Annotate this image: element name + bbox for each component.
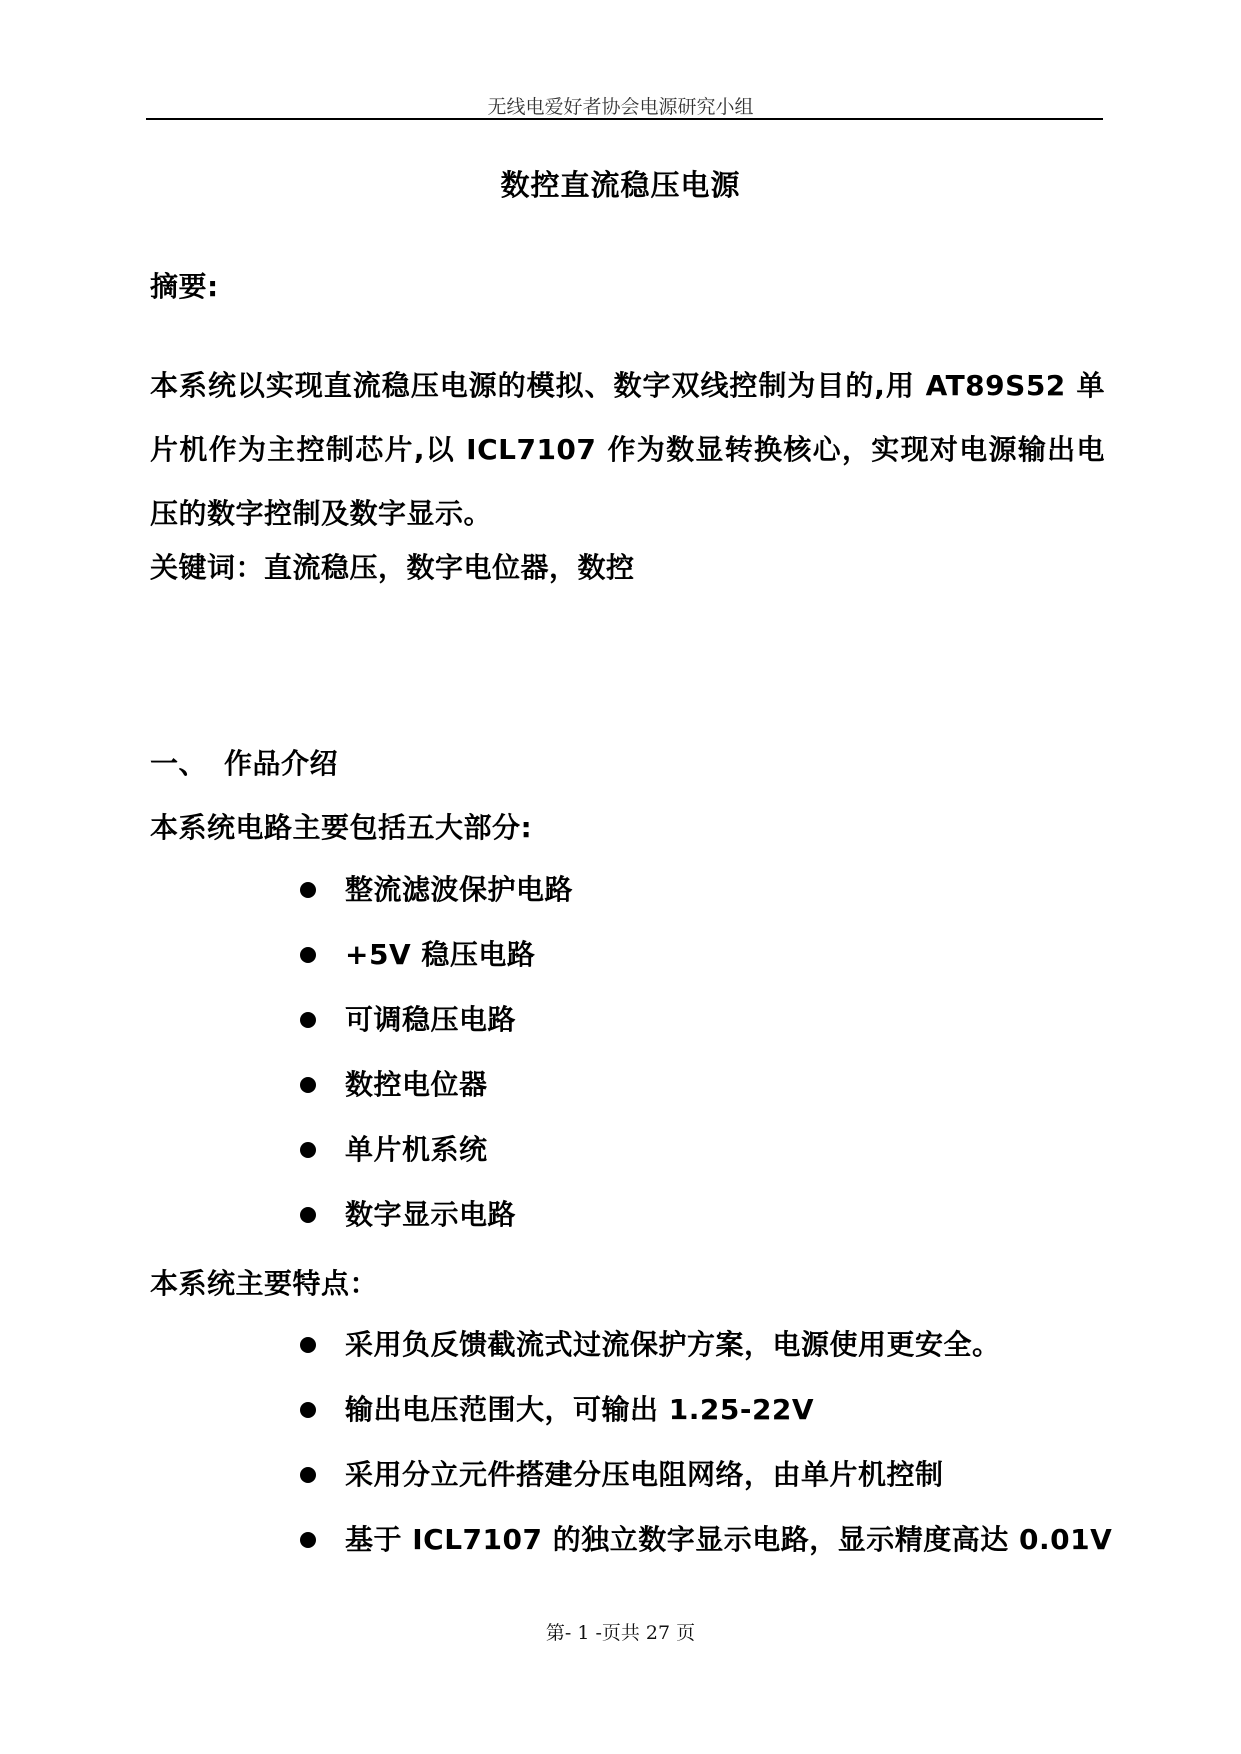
section-title: 作品介绍 (224, 747, 339, 780)
list-item-text: 可调稳压电路 (345, 1003, 517, 1036)
list-item-text: 输出电压范围大，可输出 1.25-22V (345, 1393, 815, 1426)
parts-list (300, 857, 573, 1247)
list-item (300, 1312, 1112, 1377)
bullet-icon (300, 1207, 316, 1223)
bullet-icon (300, 1077, 316, 1093)
document-title: 数控直流稳压电源 (500, 168, 741, 202)
list-item (300, 987, 573, 1052)
abstract-body: 本系统以实现直流稳压电源的模拟、数字双线控制为目的,用 AT89S52 单片机作为主控制芯片,以 ICL7107 作为数显转换核心，实现对电源输出电压的数字控制及数字显示。 (150, 369, 1105, 530)
bullet-icon (300, 1142, 316, 1158)
list-item-text: 数字显示电路 (345, 1198, 517, 1231)
bullet-icon (300, 1532, 316, 1548)
list-item-text: 采用负反馈截流式过流保护方案，电源使用更安全。 (345, 1328, 1001, 1361)
page-footer: 第- 1 -页共 27 页 (545, 1622, 696, 1644)
list-item (300, 1442, 1112, 1507)
bullet-icon (300, 1337, 316, 1353)
list-item (300, 857, 573, 922)
section-number: 一、 (150, 747, 208, 780)
parts-intro: 本系统电路主要包括五大部分: (150, 811, 533, 844)
list-item (300, 1052, 573, 1117)
keywords-line: 关键词：直流稳压，数字电位器，数控 (150, 551, 635, 584)
list-item-text: +5V 稳压电路 (345, 938, 536, 971)
list-item (300, 1507, 1112, 1572)
list-item (300, 922, 573, 987)
list-item-text: 整流滤波保护电路 (345, 873, 574, 906)
list-item-text: 数控电位器 (345, 1068, 488, 1101)
list-item-text: 基于 ICL7107 的独立数字显示电路，显示精度高达 0.01V (345, 1523, 1113, 1556)
features-list (300, 1312, 1112, 1572)
section-heading (150, 742, 338, 782)
list-item (300, 1117, 573, 1182)
list-item-text: 单片机系统 (345, 1133, 488, 1166)
header-rule (146, 118, 1103, 120)
bullet-icon (300, 1402, 316, 1418)
abstract-heading: 摘要: (150, 270, 219, 303)
bullet-icon (300, 882, 316, 898)
running-header: 无线电爱好者协会电源研究小组 (487, 96, 754, 118)
bullet-icon (300, 1012, 316, 1028)
list-item (300, 1182, 573, 1247)
bullet-icon (300, 1467, 316, 1483)
list-item-text: 采用分立元件搭建分压电阻网络，由单片机控制 (345, 1458, 944, 1491)
features-intro: 本系统主要特点： (150, 1267, 379, 1300)
bullet-icon (300, 947, 316, 963)
list-item (300, 1377, 1112, 1442)
